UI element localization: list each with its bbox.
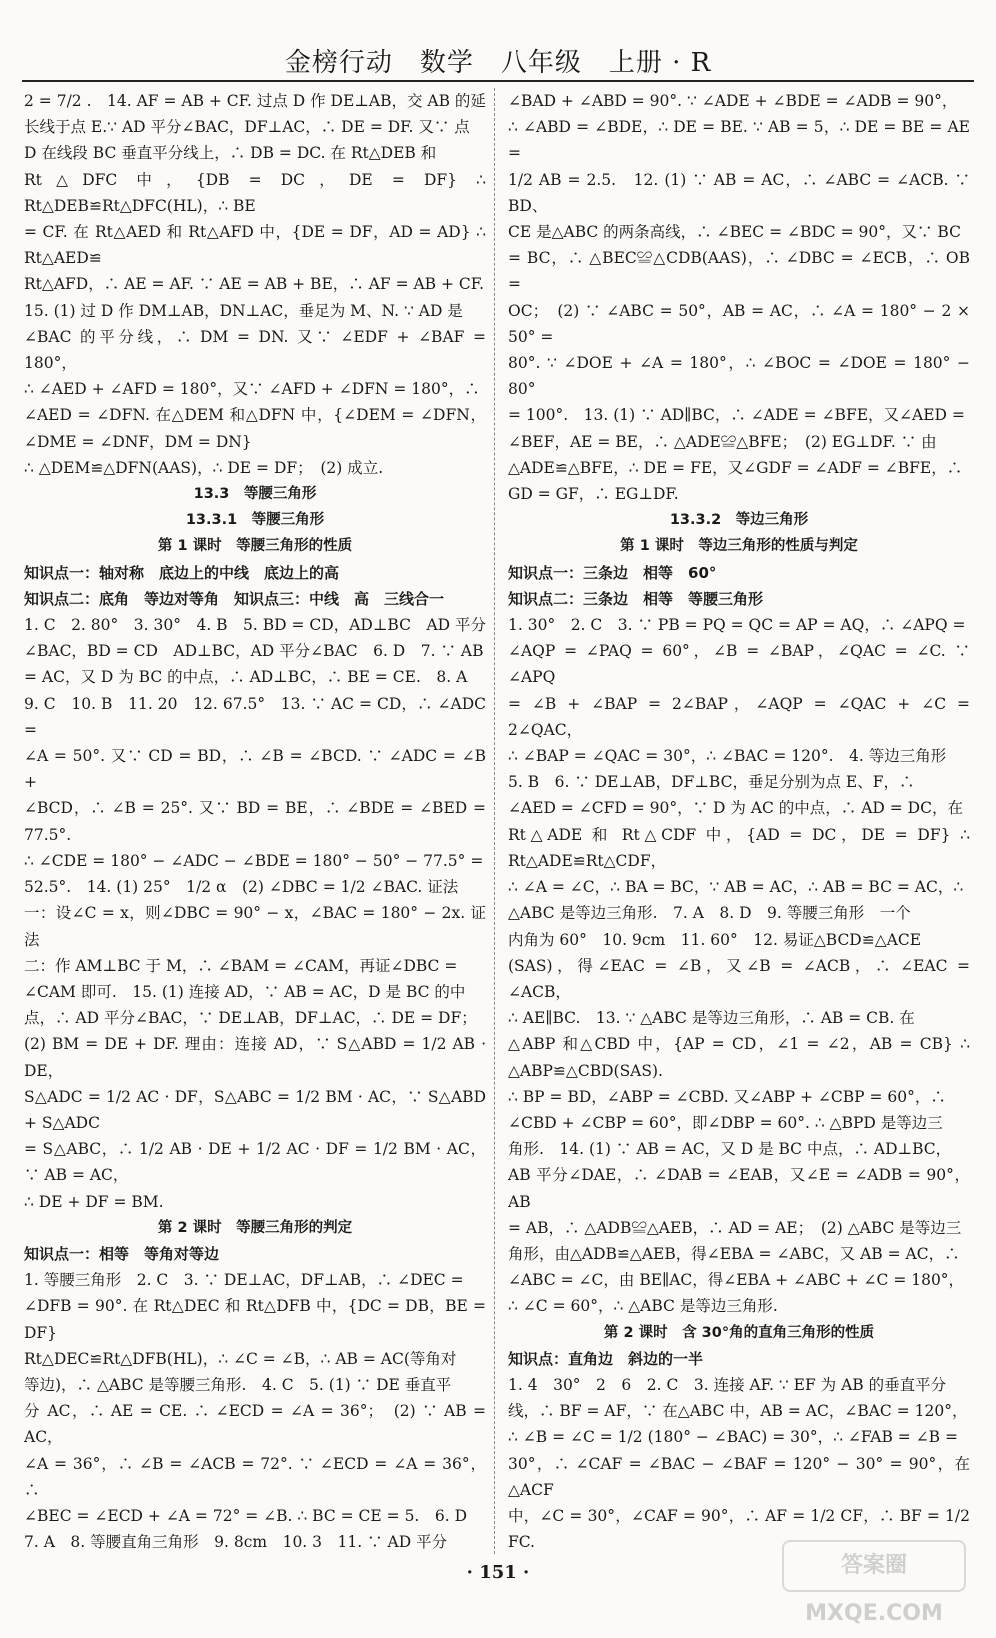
answer-line: ∠BCD，∴ ∠B = 25°. 又∵ BD = BE，∴ ∠BDE = ∠BED = 77.5°. [24, 799, 486, 844]
answer-line: 线，∴ BF = AF，∵ 在△ABC 中，AB = AC，∠BAC = 120°， [508, 1402, 968, 1421]
header-title: 金榜行动 数学 八年级 上册 · R [284, 48, 712, 78]
answer-line: ∠AED = ∠DFN. 在△DEM 和△DFN 中，{∠DEM = ∠DFN，∠DME = ∠DNF，DM = DN} [24, 406, 486, 451]
answer-line: ∠DFB = 90°. 在 Rt△DEC 和 Rt△DFB 中，{DC = DB，BE = DF} [24, 1297, 486, 1342]
answer-line: 知识点：直角边 斜边的一半 [508, 1349, 704, 1368]
answer-line: 内角为 60° 10. 9cm 11. 60° 12. 易证△BCD≌△ACE [508, 930, 922, 949]
answer-line: Rt△DEC≌Rt△DFB(HL)，∴ ∠C = ∠B，∴ AB = AC(等角对 [24, 1349, 457, 1368]
answer-line: 第 1 课时 等腰三角形的性质 [157, 538, 353, 555]
answer-line: △ABP 和△CBD 中，{AP = CD，∠1 = ∠2，AB = CB} ∴ △ABP≌△CBD(SAS). [508, 1035, 970, 1080]
answer-line: 30°，∴ ∠CAF = ∠BAC − ∠BAF = 120° − 30° = 90°，在△ACF [508, 1454, 970, 1499]
answer-line: 第 2 课时 等腰三角形的判定 [157, 1219, 353, 1236]
answer-line: 知识点二：三条边 相等 等腰三角形 [508, 589, 764, 608]
watermark-logo: 答案圈 MXQE.COM [782, 1540, 966, 1592]
answer-line: 1. 4 30° 2 6 2. C 3. 连接 AF. ∵ EF 为 AB 的垂直平分 [508, 1375, 947, 1394]
answer-line: 中，∠C = 30°，∠CAF = 90°，∴ AF = 1/2 CF，∴ BF = 1/2 FC. [508, 1506, 970, 1552]
page-number: · 151 · [466, 1562, 530, 1583]
answer-line: ∠AQP = ∠PAQ = 60°，∠B = ∠BAP，∠QAC = ∠C. ∵ ∠APQ [508, 642, 970, 687]
answer-line: (2) BM = DE + DF. 理由：连接 AD，∵ S△ABD = 1/2 AB · DE， [24, 1035, 486, 1080]
answer-line: 知识点一：相等 等角对等边 [24, 1244, 220, 1263]
answer-line: ∠AED = ∠CFD = 90°，∵ D 为 AC 的中点，∴ AD = DC，在 [508, 799, 963, 818]
answer-line: = AC，又 D 为 BC 的中点，∴ AD⊥BC，∴ BE = CE. 8. A [24, 668, 468, 687]
answer-line: 长线于点 E.∵ AD 平分∠BAC，DF⊥AC，∴ DE = DF. 又∵ 点 [24, 118, 470, 137]
answer-line: AB 平分∠DAE，∴ ∠DAB = ∠EAB，又∠E = ∠ADB = 90°，AB [508, 1166, 970, 1211]
answer-line: ∴ ∠AED + ∠AFD = 180°，又∵ ∠AFD + ∠DFN = 180°，∴ [24, 380, 480, 399]
answer-line: ∠CAM 即可. 15. (1) 连接 AD，∵ AB = AC，D 是 BC 的中 [24, 982, 466, 1001]
answer-line: 第 1 课时 等边三角形的性质与判定 [620, 538, 858, 555]
answer-line: = 100°. 13. (1) ∵ AD∥BC，∴ ∠ADE = ∠BFE，又∠AED = [508, 406, 965, 425]
answer-line: ∴ ∠B = ∠C = 1/2 (180° − ∠BAC) = 30°，∴ ∠FAB = ∠B = [508, 1428, 958, 1447]
answer-line: 等边)，∴ △ABC 是等腰三角形. 4. C 5. (1) ∵ DE 垂直平 [24, 1375, 452, 1394]
answer-line: Rt△AFD，∴ AE = AF. ∵ AE = AB + BE，∴ AF = AB + CF. [24, 275, 485, 294]
answer-line: 1. 等腰三角形 2. C 3. ∵ DE⊥AC，DF⊥AB，∴ ∠DEC = [24, 1271, 464, 1290]
answer-line: 知识点二：底角 等边对等角 知识点三：中线 高 三线合一 [24, 589, 445, 608]
answer-line: 2 = 7/2 . 14. AF = AB + CF. 过点 D 作 DE⊥AB，交 AB 的延 [24, 92, 486, 110]
answer-line: ∠A = 36°，∴ ∠B = ∠ACB = 72°. ∵ ∠ECD = ∠A = 36°，∴ [24, 1454, 486, 1499]
answer-line: 7. A 8. 等腰直角三角形 9. 8cm 10. 3 11. ∵ AD 平分 [24, 1533, 448, 1552]
answer-line: 第 2 课时 含 30°角的直角三角形的性质 [603, 1324, 875, 1341]
answer-line: ∴ △DEM≌△DFN(AAS)，∴ DE = DF； (2) 成立. [24, 458, 384, 477]
answer-line: 5. B 6. ∵ DE⊥AB，DF⊥BC，垂足分别为点 E、F，∴ [508, 773, 915, 792]
answer-line: 52.5°. 14. (1) 25° 1/2 α (2) ∠DBC = 1/2 ∠BAC. 证法 [24, 878, 459, 897]
answer-line: CE 是△ABC 的两条高线，∴ ∠BEC = ∠BDC = 90°，又∵ BC [508, 223, 961, 242]
answer-line: 15. (1) 过 D 作 DM⊥AB，DN⊥AC，垂足为 M、N. ∵ AD 是 [24, 301, 463, 320]
answer-line: = AB，∴ △ADB≌△AEB，∴ AD = AE； (2) △ABC 是等边三 [508, 1218, 962, 1237]
answer-line: 9. C 10. B 11. 20 12. 67.5° 13. ∵ AC = CD，∴ ∠ADC = [24, 694, 486, 739]
answer-line: 分 AC，∴ AE = CE. ∴ ∠ECD = ∠A = 36°； (2) ∵ AB = AC， [24, 1402, 486, 1447]
answer-line: ∠ABC = ∠C，由 BE∥AC，得∠EBA + ∠ABC + ∠C = 180°， [508, 1271, 965, 1290]
answer-line: 80°. ∵ ∠DOE + ∠A = 180°，∴ ∠BOC = ∠DOE = 180° − 80° [508, 354, 970, 399]
answer-line: ∴ ∠C = 60°，∴ △ABC 是等边三角形. [508, 1297, 778, 1316]
answer-line: Rt△DFC 中，{DB = DC，DE = DF} ∴ Rt△DEB≌Rt△DFC(HL)，∴ BE [24, 170, 486, 215]
column-divider [494, 88, 495, 1554]
answer-line: 13.3.2 等边三角形 [669, 512, 809, 529]
answer-line: ∠A = 50°. 又∵ CD = BD，∴ ∠B = ∠BCD. ∵ ∠ADC = ∠B + [24, 747, 486, 792]
answer-line: 角形. 14. (1) ∵ AB = AC，又 D 是 BC 中点，∴ AD⊥BC， [508, 1140, 952, 1159]
answer-line: Rt△ADE 和 Rt△CDF 中，{AD = DC，DE = DF} ∴ Rt△ADE≌Rt△CDF， [508, 825, 970, 870]
answer-line: 13.3.1 等腰三角形 [185, 512, 325, 529]
answer-line: = CF. 在 Rt△AED 和 Rt△AFD 中，{DE = DF，AD = AD} ∴ Rt△AED≌ [24, 223, 486, 268]
answer-line: ∴ ∠ABD = ∠BDE，∴ DE = BE. ∵ AB = 5，∴ DE = BE = AE = [508, 118, 970, 163]
answer-line: 知识点一：轴对称 底边上的中线 底边上的高 [24, 563, 340, 582]
answer-line: △ABC 是等边三角形. 7. A 8. D 9. 等腰三角形 一个 [508, 904, 911, 923]
answer-line: (SAS)，得∠EAC = ∠B，又∠B = ∠ACB，∴ ∠EAC = ∠ACB， [508, 956, 970, 1001]
left-column [24, 88, 486, 1556]
answer-line: ∴ BP = BD，∠ABP = ∠CBD. 又∠ABP + ∠CBP = 60°，∴ [508, 1087, 946, 1106]
answer-line: 点，∴ AD 平分∠BAC，∵ DE⊥AB，DF⊥AC，∴ DE = DF； [24, 1009, 477, 1028]
answer-line: 角形，由△ADB≌△AEB，得∠EBA = ∠ABC，又 AB = AC，∴ [508, 1244, 960, 1263]
answer-line: 1/2 AB = 2.5. 12. (1) ∵ AB = AC，∴ ∠ABC = ∠ACB. ∵ BD、 [508, 170, 970, 215]
answer-line: ∴ DE + DF = BM. [24, 1192, 164, 1211]
answer-line: ∴ AE∥BC. 13. ∵ △ABC 是等边三角形，∴ AB = CB. 在 [508, 1009, 915, 1028]
right-column [508, 88, 970, 1556]
answer-line [24, 1555, 486, 1556]
answer-line: ∴ ∠A = ∠C，∴ BA = BC，∵ AB = AC，∴ AB = BC = AC，∴ [508, 878, 964, 897]
answer-line: 知识点一：三条边 相等 60° [508, 563, 717, 582]
answer-line: ∠BAC，BD = CD AD⊥BC，AD 平分∠BAC 6. D 7. ∵ AB [24, 642, 484, 661]
answer-line: 1. C 2. 80° 3. 30° 4. B 5. BD = CD，AD⊥BC AD 平分 [24, 616, 486, 635]
answer-line: ∠BEF，AE = BE，∴ △ADE≌△BFE； (2) EG⊥DF. ∵ 由 [508, 432, 937, 451]
answer-line: D 在线段 BC 垂直平分线上，∴ DB = DC. 在 Rt△DEB 和 [24, 144, 437, 163]
answer-line: = BC，∴ △BEC≌△CDB(AAS)，∴ ∠DBC = ∠ECB，∴ OB = [508, 249, 970, 294]
answer-line: ∠CBD + ∠CBP = 60°，即∠DBP = 60°. ∴ △BPD 是等边三 [508, 1113, 943, 1132]
answer-line: ∴ ∠BAP = ∠QAC = 30°，∴ ∠BAC = 120°. 4. 等边三角形 [508, 747, 947, 766]
answer-line: 一：设∠C = x，则∠DBC = 90° − x，∠BAC = 180° − 2x. 证法 [24, 904, 486, 949]
answer-line: 二：作 AM⊥BC 于 M，∴ ∠BAM = ∠CAM，再证∠DBC = [24, 956, 458, 975]
answer-line: = ∠B + ∠BAP = 2∠BAP，∠AQP = ∠QAC + ∠C = 2∠QAC， [508, 694, 970, 739]
answer-line: GD = GF，∴ EG⊥DF. [508, 485, 679, 504]
answer-line: = S△ABC，∴ 1/2 AB · DE + 1/2 AC · DF = 1/2 BM · AC，∵ AB = AC， [24, 1140, 486, 1185]
page-header [22, 42, 974, 82]
answer-line: S△ADC = 1/2 AC · DF，S△ABC = 1/2 BM · AC，∵ S△ABD + S△ADC [24, 1087, 486, 1132]
answer-line: 13.3 等腰三角形 [193, 486, 317, 503]
answer-line: OC； (2) ∵ ∠ABC = 50°，AB = AC，∴ ∠A = 180° − 2 × 50° = [508, 301, 970, 346]
answer-line: ∴ ∠CDE = 180° − ∠ADC − ∠BDE = 180° − 50° − 77.5° = [24, 851, 484, 870]
answer-line: △ADE≌△BFE，∴ DE = FE，又∠GDF = ∠ADF = ∠BFE，∴ [508, 458, 963, 477]
answer-line: ∠BEC = ∠ECD + ∠A = 72° = ∠B. ∴ BC = CE = 5. 6. D [24, 1506, 468, 1525]
answer-line: 1. 30° 2. C 3. ∵ PB = PQ = QC = AP = AQ，∴ ∠APQ = [508, 616, 966, 635]
answer-line: ∠BAC 的平分线，∴ DM = DN. 又∵ ∠EDF + ∠BAF = 180°， [24, 327, 486, 373]
answer-line: ∠BAD + ∠ABD = 90°. ∵ ∠ADE + ∠BDE = ∠ADB = 90°， [508, 92, 958, 110]
